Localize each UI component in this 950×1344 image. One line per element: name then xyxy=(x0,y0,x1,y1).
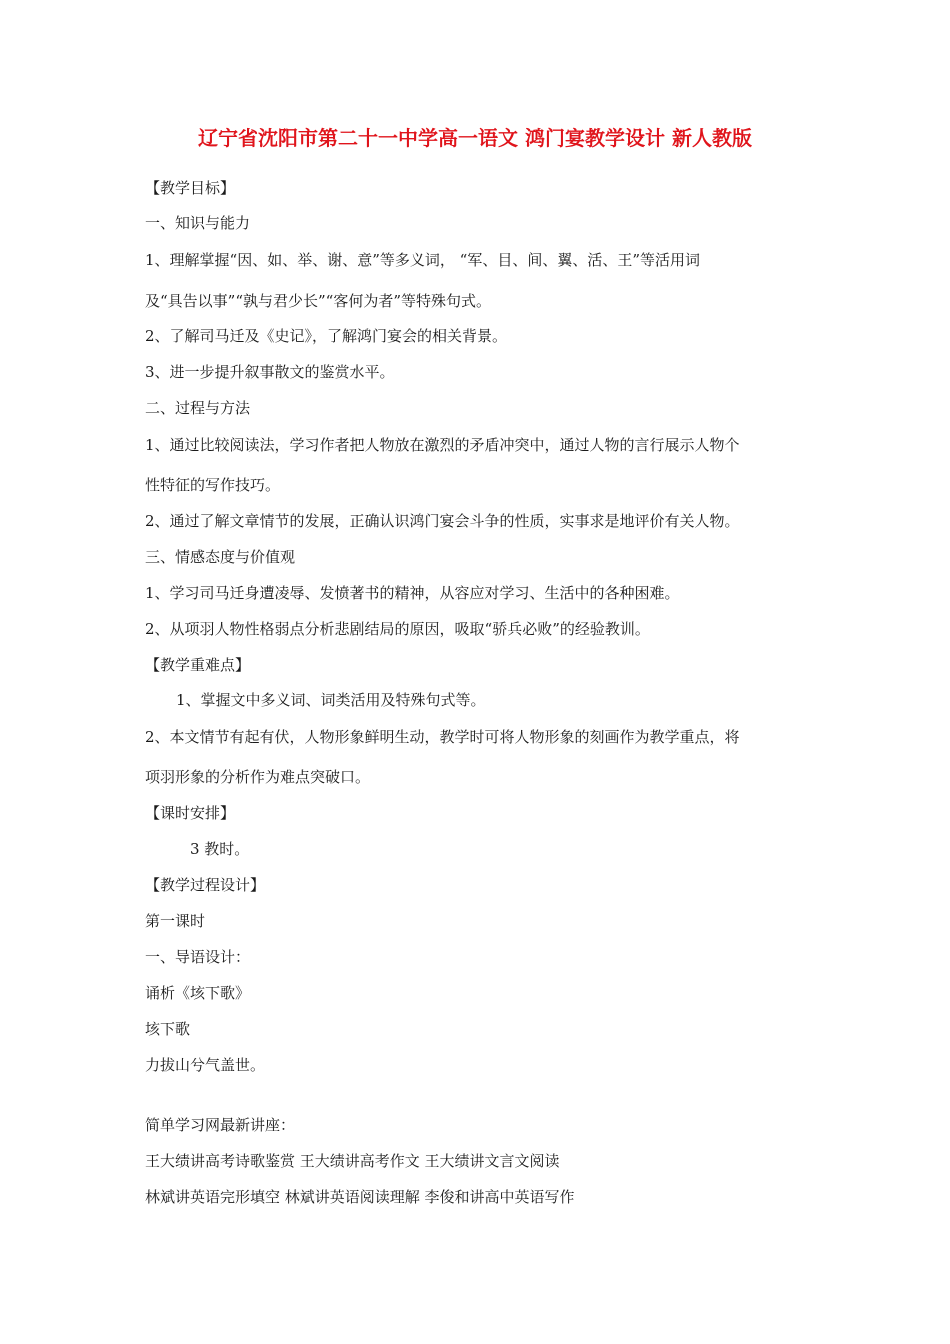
section-heading-teaching-goals: 【教学目标】 xyxy=(145,179,236,197)
paragraph-line: 2、通过了解文章情节的发展，正确认识鸿门宴会斗争的性质，实事求是地评价有关人物。 xyxy=(145,512,740,530)
paragraph-line: 1、掌握文中多义词、词类活用及特殊句式等。 xyxy=(176,691,486,709)
subheading-process: 二、过程与方法 xyxy=(145,399,251,417)
section-heading-process-design: 【教学过程设计】 xyxy=(145,876,266,894)
paragraph-line: 2、从项羽人物性格弱点分析悲剧结局的原因，吸取“骄兵必败”的经验教训。 xyxy=(145,620,650,638)
paragraph-line: 1、通过比较阅读法，学习作者把人物放在激烈的矛盾冲突中，通过人物的言行展示人物个 xyxy=(145,436,740,454)
paragraph-line: 2、了解司马迁及《史记》，了解鸿门宴会的相关背景。 xyxy=(145,327,508,345)
paragraph-line: 项羽形象的分析作为难点突破口。 xyxy=(145,768,371,786)
paragraph-line: 1、理解掌握“因、如、举、谢、意”等多义词， “军、目、间、翼、活、王”等活用词 xyxy=(145,251,700,269)
paragraph-line: 3 教时。 xyxy=(190,840,250,858)
paragraph-line: 性特征的写作技巧。 xyxy=(145,476,281,494)
subheading-knowledge: 一、知识与能力 xyxy=(145,214,251,232)
footer-links-line: 王大绩讲高考诗歌鉴赏 王大绩讲高考作文 王大绩讲文言文阅读 xyxy=(145,1152,560,1170)
paragraph-line: 1、学习司马迁身遭凌辱、发愤著书的精神，从容应对学习、生活中的各种困难。 xyxy=(145,584,680,602)
paragraph-line: 及“具告以事”“孰与君少长”“客何为者”等特殊句式。 xyxy=(145,292,492,310)
paragraph-line: 诵析《垓下歌》 xyxy=(145,984,251,1002)
subheading-emotion: 三、情感态度与价值观 xyxy=(145,548,296,566)
section-heading-schedule: 【课时安排】 xyxy=(145,804,236,822)
paragraph-line: 2、本文情节有起有伏，人物形象鲜明生动，教学时可将人物形象的刻画作为教学重点，将 xyxy=(145,728,740,746)
paragraph-line: 第一课时 xyxy=(145,912,206,930)
section-heading-key-points: 【教学重难点】 xyxy=(145,656,251,674)
document-title: 辽宁省沈阳市第二十一中学高一语文 鸿门宴教学设计 新人教版 xyxy=(198,126,752,150)
footer-links-line: 林斌讲英语完形填空 林斌讲英语阅读理解 李俊和讲高中英语写作 xyxy=(145,1188,575,1206)
paragraph-line: 一、导语设计： xyxy=(145,948,251,966)
footer-heading: 简单学习网最新讲座： xyxy=(145,1116,296,1134)
paragraph-line: 3、进一步提升叙事散文的鉴赏水平。 xyxy=(145,363,395,381)
poem-title: 垓下歌 xyxy=(145,1020,191,1038)
poem-line: 力拔山兮气盖世。 xyxy=(145,1056,266,1074)
